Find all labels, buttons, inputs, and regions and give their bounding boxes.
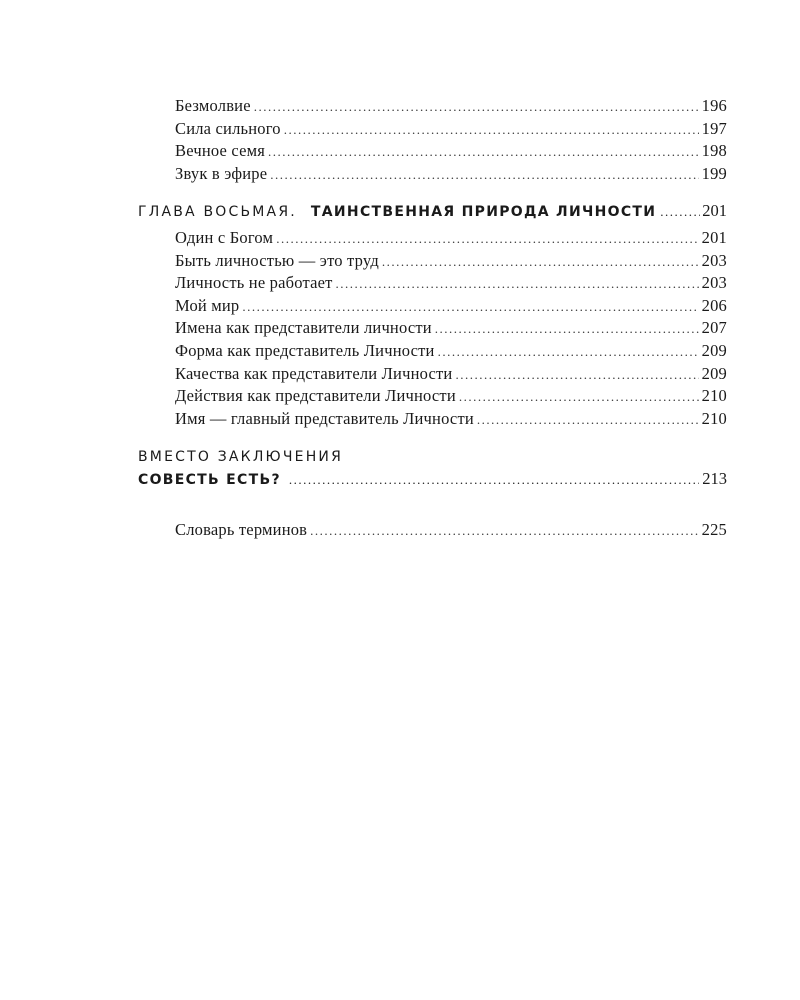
dot-leader bbox=[289, 472, 699, 488]
toc-entry-page: 197 bbox=[701, 118, 727, 138]
dot-leader bbox=[276, 231, 698, 247]
toc-entry bbox=[138, 141, 727, 164]
chapter-title: ТАИНСТВЕННАЯ ПРИРОДА ЛИЧНОСТИ bbox=[310, 204, 657, 221]
toc-entry bbox=[138, 364, 727, 387]
dot-leader bbox=[455, 367, 698, 383]
toc-entry-title: Форма как представитель Личности bbox=[175, 340, 435, 360]
dot-leader bbox=[459, 389, 699, 405]
conclusion-title: СОВЕСТЬ ЕСТЬ? bbox=[138, 471, 281, 488]
glossary-entry bbox=[138, 520, 727, 543]
toc-entry bbox=[138, 273, 727, 296]
toc-entry-title: Быть личностью — это труд bbox=[175, 250, 379, 270]
toc-entry-page: 203 bbox=[701, 273, 727, 293]
conclusion-page: 213 bbox=[702, 468, 727, 488]
dot-leader bbox=[477, 412, 699, 428]
toc-entry-page: 210 bbox=[701, 408, 727, 428]
dot-leader bbox=[284, 122, 699, 138]
toc-entry-page: 198 bbox=[701, 141, 727, 161]
toc-entry bbox=[138, 96, 727, 119]
toc-entry bbox=[138, 296, 727, 319]
toc-entry-page: 199 bbox=[701, 163, 727, 183]
dot-leader bbox=[254, 99, 699, 115]
toc-entry-page: 209 bbox=[701, 363, 727, 383]
dot-leader bbox=[242, 299, 698, 315]
glossary-page: 225 bbox=[701, 519, 727, 539]
dot-leader bbox=[336, 276, 699, 292]
toc-entry-title: Звук в эфире bbox=[175, 163, 268, 183]
conclusion-entry bbox=[138, 469, 727, 493]
toc-entry-title: Вечное семя bbox=[175, 141, 266, 161]
toc-entry bbox=[138, 164, 727, 187]
dot-leader bbox=[438, 344, 699, 360]
toc-entry bbox=[138, 341, 727, 364]
table-of-contents bbox=[138, 96, 727, 543]
spacer bbox=[138, 493, 727, 520]
toc-entry-title: Действия как представители Личности bbox=[175, 386, 456, 406]
toc-entry-page: 207 bbox=[701, 318, 727, 338]
toc-entry-page: 201 bbox=[701, 227, 727, 247]
dot-leader bbox=[270, 167, 698, 183]
dot-leader bbox=[268, 144, 699, 160]
toc-entry bbox=[138, 409, 727, 432]
chapter-label: ГЛАВА ВОСЬМАЯ. bbox=[138, 204, 297, 221]
toc-entry bbox=[138, 119, 727, 142]
chapter-heading bbox=[138, 201, 727, 224]
dot-leader bbox=[310, 523, 698, 539]
toc-entry bbox=[138, 228, 727, 251]
toc-entry-page: 206 bbox=[701, 295, 727, 315]
toc-entry-title: Один с Богом bbox=[175, 227, 274, 247]
toc-entry-title: Имена как представители личности bbox=[175, 318, 432, 338]
conclusion-label: ВМЕСТО ЗАКЛЮЧЕНИЯ bbox=[138, 449, 344, 466]
toc-entry-title: Имя — главный представитель Личности bbox=[175, 408, 474, 428]
toc-entry-page: 196 bbox=[701, 96, 727, 115]
toc-entry-page: 210 bbox=[701, 386, 727, 406]
toc-entry-title: Личность не работает bbox=[175, 273, 333, 293]
toc-entry bbox=[138, 318, 727, 341]
toc-entry bbox=[138, 251, 727, 274]
toc-entry-title: Безмолвие bbox=[175, 96, 251, 115]
toc-entry-title: Качества как представители Личности bbox=[175, 363, 453, 383]
toc-entry bbox=[138, 386, 727, 409]
toc-entry-title: Сила сильного bbox=[175, 118, 281, 138]
chapter-page: 201 bbox=[702, 201, 727, 221]
toc-entry-page: 209 bbox=[701, 340, 727, 360]
glossary-title: Словарь терминов bbox=[175, 519, 308, 539]
toc-entry-page: 203 bbox=[701, 250, 727, 270]
dot-leader bbox=[435, 321, 699, 337]
dot-leader bbox=[382, 254, 699, 270]
dot-leader bbox=[660, 204, 700, 220]
toc-entry-title: Мой мир bbox=[175, 295, 240, 315]
